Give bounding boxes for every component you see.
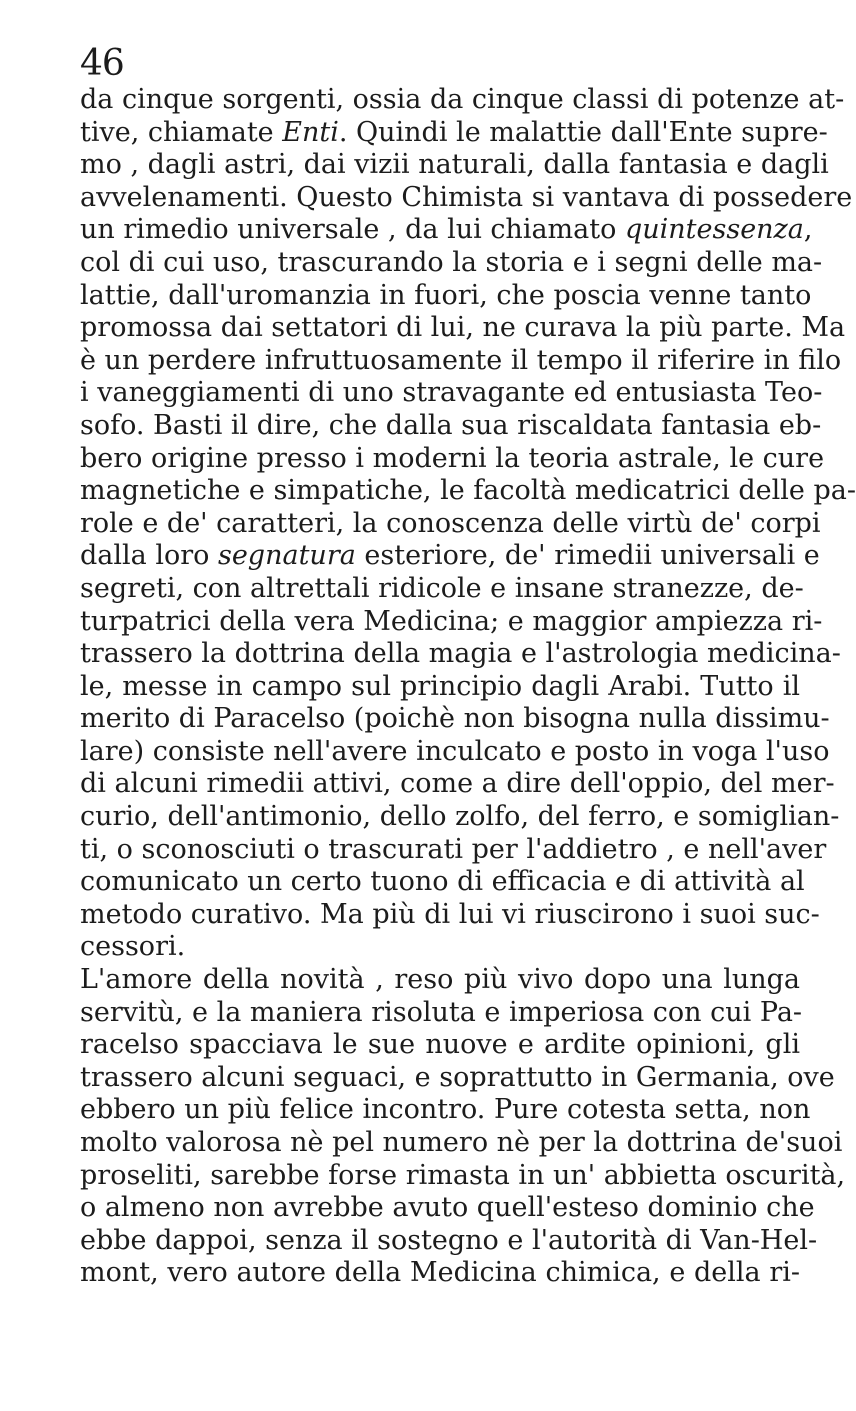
text-line: sofo. Basti il dire, che dalla sua riscaldata fantasia eb- — [80, 409, 822, 441]
text-line: mo , dagli astri, dai vizii naturali, dalla fantasia e dagli — [80, 149, 829, 181]
text-line: avvelenamenti. Questo Chimista si vantava di possedere — [80, 181, 853, 213]
text-line: servitù, e la maniera risoluta e imperiosa con cui Pa- — [80, 996, 803, 1028]
text-line: i vaneggiamenti di uno stravagante ed entusiasta Teo- — [80, 377, 823, 409]
text-line: trassero la dottrina della magia e l'astrologia medicina- — [80, 638, 841, 670]
text-line: metodo curativo. Ma più di lui vi riuscirono i suoi suc- — [80, 898, 820, 930]
text-line: bero origine presso i moderni la teoria astrale, le cure — [80, 442, 825, 474]
text-line: di alcuni rimedii attivi, come a dire dell'oppio, del mer- — [80, 768, 835, 800]
text-line: curio, dell'antimonio, dello zolfo, del ferro, e somiglian- — [80, 801, 840, 833]
text-line: da cinque sorgenti, ossia da cinque classi di potenze at- — [80, 84, 845, 115]
text-line: segreti, con altrettali ridicole e insane stranezze, de- — [80, 572, 804, 604]
text-line: role e de' caratteri, la conoscenza delle virtù de' corpi — [80, 507, 821, 539]
text-line: o almeno non avrebbe avuto quell'esteso dominio che — [80, 1192, 815, 1224]
text-line: proseliti, sarebbe forse rimasta in un' abbietta oscurità, — [80, 1159, 846, 1191]
text-line: racelso spacciava le sue nuove e ardite opinioni, gli — [80, 1029, 800, 1061]
text-line: un rimedio universale , da lui chiamato quintessenza, — [80, 214, 813, 246]
text-line: tive, chiamate Enti. Quindi le malattie dall'Ente supre- — [80, 116, 828, 148]
text-line: col di cui uso, trascurando la storia e i segni delle ma- — [80, 246, 823, 278]
text-line: le, messe in campo sul principio dagli Arabi. Tutto il — [80, 670, 800, 702]
text-line: molto valorosa nè pel numero nè per la dottrina de'suoi — [80, 1127, 843, 1158]
text-line: comunicato un certo tuono di efficacia e di attività al — [80, 866, 805, 898]
text-line: lattie, dall'uromanzia in fuori, che poscia venne tanto — [80, 279, 812, 311]
text-line: turpatrici della vera Medicina; e maggior ampiezza ri- — [80, 605, 823, 637]
text-line: L'amore della novità , reso più vivo dopo una lunga — [80, 964, 800, 996]
text-line: promossa dai settatori di lui, ne curava la più parte. Ma — [80, 312, 846, 344]
text-line: trassero alcuni seguaci, e soprattutto in Germania, ove — [80, 1061, 835, 1093]
body-text — [80, 84, 856, 1290]
text-line: ti, o sconosciuti o trascurati per l'addietro , e nell'aver — [80, 833, 827, 865]
text-line: ebbero un più felice incontro. Pure cotesta setta, non — [80, 1094, 811, 1126]
text-line: merito di Paracelso (poichè non bisogna nulla dissimu- — [80, 703, 830, 735]
text-line: dalla loro segnatura esteriore, de' rimedii universali e — [80, 540, 820, 572]
text-line: lare) consiste nell'avere inculcato e posto in voga l'uso — [80, 735, 830, 767]
text-line: ebbe dappoi, senza il sostegno e l'autorità di Van-Hel- — [80, 1224, 818, 1256]
text-line: mont, vero autore della Medicina chimica, e della ri- — [80, 1257, 800, 1289]
text-line: magnetiche e simpatiche, le facoltà medicatrici delle pa- — [80, 475, 856, 507]
text-line: è un perdere infruttuosamente il tempo il riferire in filo — [80, 344, 842, 376]
page-number: 46 — [80, 43, 124, 84]
text-line: cessori. — [80, 931, 186, 963]
